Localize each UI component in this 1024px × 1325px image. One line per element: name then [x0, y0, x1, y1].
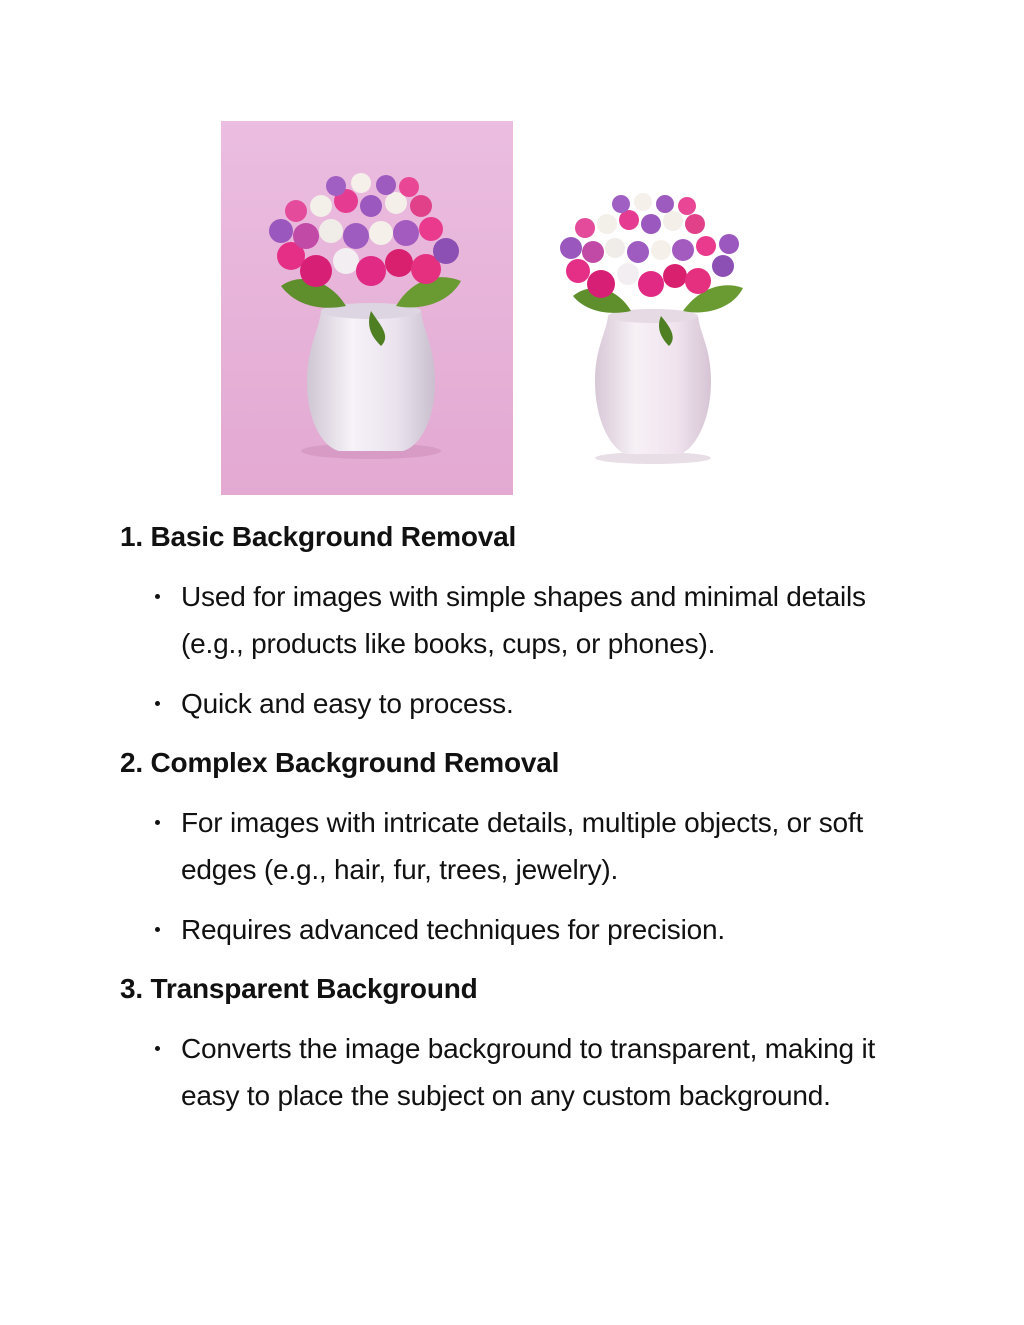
list-item — [120, 1025, 920, 1119]
list-item-text: Converts the image background to transparent, making it easy to place the subject on any custom background. — [181, 1033, 876, 1111]
bullet-icon — [155, 594, 160, 599]
section-heading: 2. Complex Background Removal — [120, 747, 560, 778]
list-item-text: Quick and easy to process. — [181, 688, 514, 719]
before-image — [221, 121, 513, 495]
bullet-icon — [155, 701, 160, 706]
section-heading: 1. Basic Background Removal — [120, 521, 517, 552]
flower-vase-removed-background-image — [543, 176, 769, 476]
list-item-text: Used for images with simple shapes and minimal details (e.g., products like books, cups, or phones). — [181, 581, 866, 659]
list-item — [120, 573, 920, 667]
bullet-icon — [155, 1046, 160, 1051]
list-item-text: Requires advanced techniques for precision. — [181, 914, 725, 945]
bullet-icon — [155, 820, 160, 825]
content — [120, 514, 920, 1132]
bullet-icon — [155, 927, 160, 932]
bullet-list — [120, 799, 920, 953]
section-heading: 3. Transparent Background — [120, 973, 478, 1004]
list-item — [120, 799, 920, 893]
list-item — [120, 680, 920, 727]
bullet-list — [120, 573, 920, 727]
list-item — [120, 906, 920, 953]
flower-vase-pink-background-image — [221, 121, 513, 495]
after-image — [543, 176, 769, 476]
list-item-text: For images with intricate details, multiple objects, or soft edges (e.g., hair, fur, trees, jewelry). — [181, 807, 864, 885]
bullet-list — [120, 1025, 920, 1119]
